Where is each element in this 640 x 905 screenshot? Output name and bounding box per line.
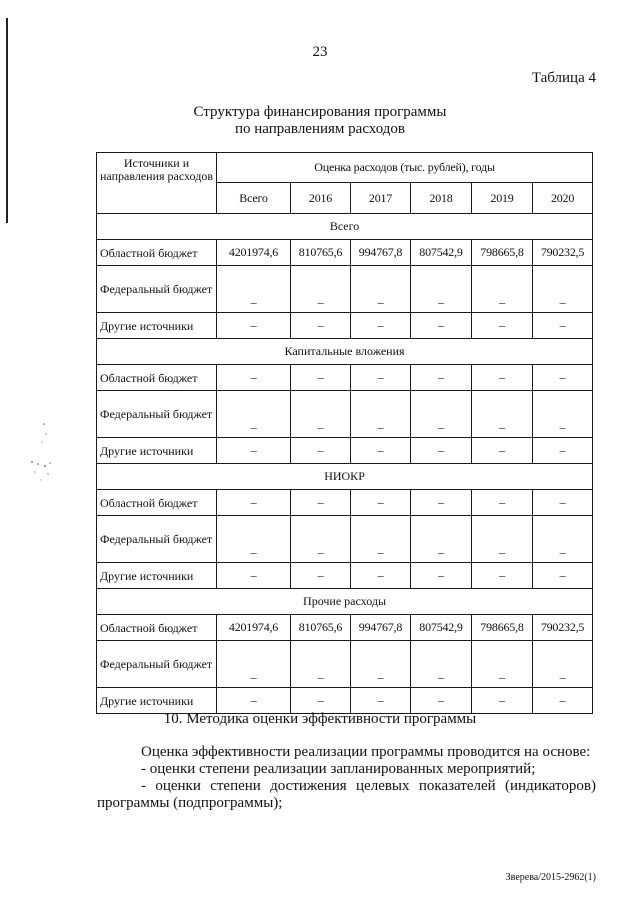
section-title: Прочие расходы <box>97 589 593 615</box>
cell-value: – <box>291 516 351 563</box>
cell-value: – <box>533 438 593 464</box>
cell-value: – <box>351 516 411 563</box>
page-number: 23 <box>312 44 328 60</box>
section-row <box>97 339 593 365</box>
row-label: Областной бюджет <box>97 615 217 641</box>
cell-value: – <box>217 313 291 339</box>
cell-value: 994767,8 <box>351 615 411 641</box>
paragraph-intro: Оценка эффективности реализации программы проводится на основе: <box>141 744 591 760</box>
cell-value: – <box>291 641 351 688</box>
cell-value: – <box>351 438 411 464</box>
cell-value: 790232,5 <box>533 615 593 641</box>
cell-value: – <box>533 641 593 688</box>
cell-value: – <box>351 490 411 516</box>
cell-value: – <box>411 391 472 438</box>
table-row <box>97 615 593 641</box>
header-col-2018: 2018 <box>411 183 472 214</box>
cell-value: – <box>291 266 351 313</box>
cell-value: 810765,6 <box>291 615 351 641</box>
table-row <box>97 641 593 688</box>
cell-value: – <box>217 365 291 391</box>
row-label: Областной бюджет <box>97 365 217 391</box>
cell-value: – <box>217 688 291 714</box>
cell-value: – <box>291 313 351 339</box>
cell-value: – <box>291 688 351 714</box>
cell-value: – <box>291 490 351 516</box>
cell-value: 810765,6 <box>291 240 351 266</box>
cell-value: 807542,9 <box>411 240 472 266</box>
section-row <box>97 589 593 615</box>
cell-value: – <box>411 516 472 563</box>
cell-value: – <box>411 490 472 516</box>
cell-value: – <box>411 688 472 714</box>
section-title: Всего <box>97 214 593 240</box>
row-label: Федеральный бюджет <box>97 641 217 688</box>
cell-value: – <box>472 490 533 516</box>
cell-value: – <box>217 641 291 688</box>
table-row <box>97 563 593 589</box>
cell-value: – <box>217 563 291 589</box>
header-col-2016: 2016 <box>291 183 351 214</box>
cell-value: – <box>351 391 411 438</box>
cell-value: – <box>533 490 593 516</box>
cell-value: – <box>351 563 411 589</box>
cell-value: – <box>533 365 593 391</box>
cell-value: 798665,8 <box>472 240 533 266</box>
cell-value: – <box>533 516 593 563</box>
row-label: Другие источники <box>97 438 217 464</box>
cell-value: – <box>217 490 291 516</box>
cell-value: – <box>291 438 351 464</box>
row-label: Другие источники <box>97 563 217 589</box>
cell-value: – <box>472 641 533 688</box>
table-row <box>97 240 593 266</box>
cell-value: – <box>472 266 533 313</box>
row-label: Другие источники <box>97 688 217 714</box>
cell-value: – <box>351 266 411 313</box>
table-row <box>97 391 593 438</box>
cell-value: – <box>217 438 291 464</box>
cell-value: – <box>291 365 351 391</box>
cell-value: – <box>351 688 411 714</box>
cell-value: 807542,9 <box>411 615 472 641</box>
cell-value: – <box>411 365 472 391</box>
cell-value: – <box>411 438 472 464</box>
header-col-2020: 2020 <box>533 183 593 214</box>
row-label: Федеральный бюджет <box>97 516 217 563</box>
cell-value: – <box>472 313 533 339</box>
cell-value: – <box>217 266 291 313</box>
cell-value: – <box>533 391 593 438</box>
table-row <box>97 313 593 339</box>
row-label: Областной бюджет <box>97 240 217 266</box>
cell-value: – <box>533 688 593 714</box>
table-label: Таблица 4 <box>531 70 596 86</box>
cell-value: – <box>533 563 593 589</box>
cell-value: 4201974,6 <box>217 240 291 266</box>
cell-value: – <box>291 563 351 589</box>
cell-value: – <box>351 641 411 688</box>
cell-value: 798665,8 <box>472 615 533 641</box>
table-row <box>97 365 593 391</box>
header-col-2017: 2017 <box>351 183 411 214</box>
cell-value: 790232,5 <box>533 240 593 266</box>
cell-value: 994767,8 <box>351 240 411 266</box>
financing-table <box>96 152 593 714</box>
cell-value: – <box>411 266 472 313</box>
row-label: Федеральный бюджет <box>97 266 217 313</box>
cell-value: – <box>411 313 472 339</box>
header-col-2019: 2019 <box>472 183 533 214</box>
section-title: НИОКР <box>97 464 593 490</box>
section-row <box>97 464 593 490</box>
paragraph-item-2-cont: программы (подпрограммы); <box>97 795 283 811</box>
table-title-line-2: по направлениям расходов <box>234 121 405 137</box>
cell-value: – <box>533 266 593 313</box>
table-title <box>0 104 640 138</box>
cell-value: – <box>351 313 411 339</box>
paragraph-item-2: - оценки степени достижения целевых показателей (индикаторов) <box>141 778 596 794</box>
cell-value: – <box>351 365 411 391</box>
cell-value: – <box>472 563 533 589</box>
cell-value: – <box>217 391 291 438</box>
table-title-line-1: Структура финансирования программы <box>193 104 447 120</box>
cell-value: – <box>217 516 291 563</box>
cell-value: – <box>472 438 533 464</box>
section-heading: 10. Методика оценки эффективности программы <box>163 711 477 727</box>
header-estimate: Оценка расходов (тыс. рублей), годы <box>217 153 593 183</box>
row-label: Областной бюджет <box>97 490 217 516</box>
table-row <box>97 516 593 563</box>
paragraph-item-1: - оценки степени реализации запланированных мероприятий; <box>141 761 536 777</box>
table-row <box>97 266 593 313</box>
cell-value: – <box>533 313 593 339</box>
cell-value: – <box>472 391 533 438</box>
cell-value: – <box>411 563 472 589</box>
scan-specks <box>26 420 54 500</box>
row-label: Другие источники <box>97 313 217 339</box>
cell-value: – <box>472 365 533 391</box>
section-title: Капитальные вложения <box>97 339 593 365</box>
footer-reference: Зверева/2015-2962(1) <box>505 872 596 883</box>
table-row <box>97 438 593 464</box>
row-label: Федеральный бюджет <box>97 391 217 438</box>
table-row <box>97 490 593 516</box>
cell-value: – <box>472 688 533 714</box>
body-text <box>97 744 596 812</box>
cell-value: 4201974,6 <box>217 615 291 641</box>
cell-value: – <box>472 516 533 563</box>
table-row <box>97 688 593 714</box>
cell-value: – <box>291 391 351 438</box>
header-col-total: Всего <box>217 183 291 214</box>
header-sources: Источники и направления расходов <box>97 153 217 214</box>
section-row <box>97 214 593 240</box>
cell-value: – <box>411 641 472 688</box>
